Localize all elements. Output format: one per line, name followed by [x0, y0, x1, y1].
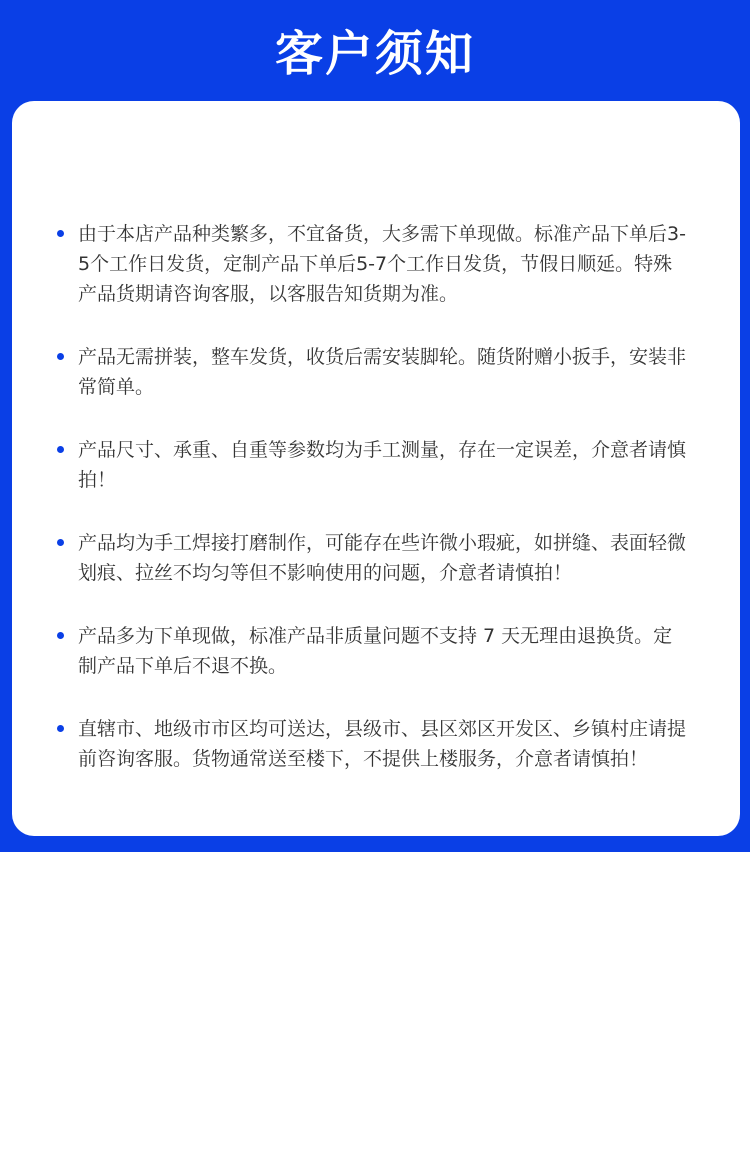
list-item: [12, 714, 740, 774]
notice-text: 产品尺寸、承重、自重等参数均为手工测量，存在一定误差，介意者请慎拍！: [78, 439, 687, 491]
notice-list: [12, 219, 740, 807]
notice-text: 产品均为手工焊接打磨制作，可能存在些许微小瑕疵，如拼缝、表面轻微划痕、拉丝不均匀等但不影响使用的问题，介意者请慎拍！: [78, 532, 687, 584]
bullet-icon: [57, 353, 64, 360]
list-item: [12, 342, 740, 402]
notice-card: [12, 101, 740, 836]
bullet-icon: [57, 632, 64, 639]
list-item: [12, 435, 740, 495]
page-title: 客户须知: [274, 26, 475, 82]
list-item: [12, 621, 740, 681]
notice-text: 由于本店产品种类繁多，不宜备货，大多需下单现做。标准产品下单后3-5个工作日发货，定制产品下单后5-7个工作日发货，节假日顺延。特殊产品货期请咨询客服，以客服告知货期为准。: [78, 223, 686, 305]
bullet-icon: [57, 446, 64, 453]
notice-text: 产品多为下单现做，标准产品非质量问题不支持 7 天无理由退换货。定制产品下单后不退不换。: [78, 625, 673, 677]
notice-text: 直辖市、地级市市区均可送达，县级市、县区郊区开发区、乡镇村庄请提前咨询客服。货物通常送至楼下，不提供上楼服务，介意者请慎拍！: [78, 718, 687, 770]
list-item: [12, 219, 740, 309]
bullet-icon: [57, 725, 64, 732]
bullet-icon: [57, 230, 64, 237]
list-item: [12, 528, 740, 588]
bullet-icon: [57, 539, 64, 546]
notice-text: 产品无需拼装，整车发货，收货后需安装脚轮。随货附赠小扳手，安装非常简单。: [78, 346, 687, 398]
